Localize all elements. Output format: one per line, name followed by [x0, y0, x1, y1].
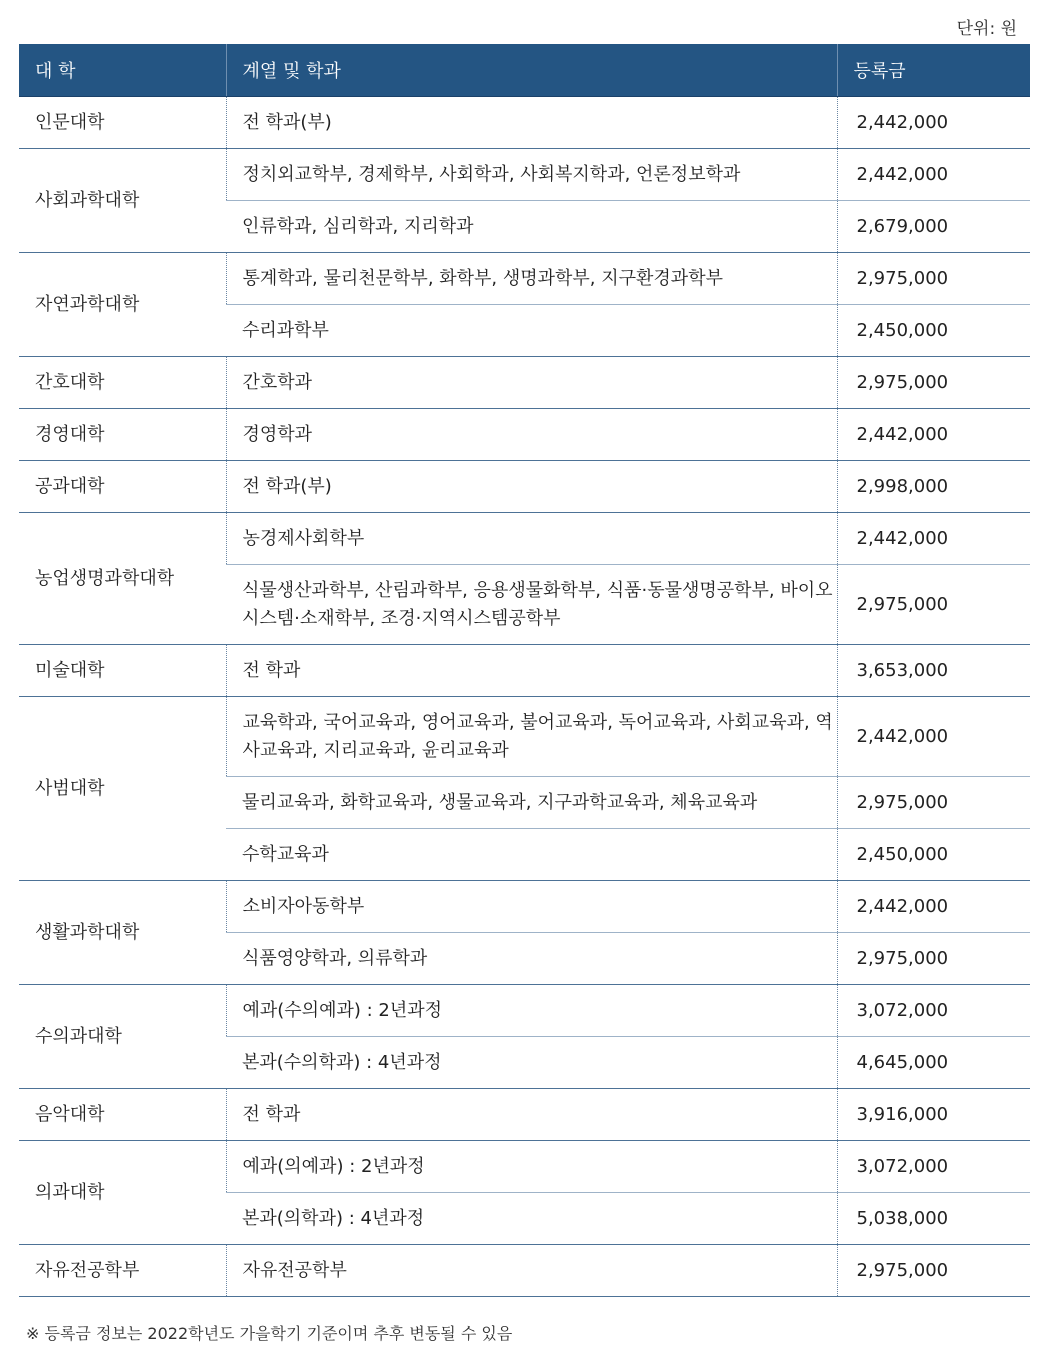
header-department: 계열 및 학과	[226, 44, 837, 97]
college-cell: 미술대학	[19, 645, 226, 697]
tuition-cell: 3,072,000	[837, 1141, 1030, 1193]
department-cell: 간호학과	[226, 357, 837, 409]
college-cell: 자연과학대학	[19, 253, 226, 357]
table-row	[19, 1245, 1030, 1297]
college-cell: 경영대학	[19, 409, 226, 461]
table-body	[19, 97, 1030, 1297]
department-cell: 인류학과, 심리학과, 지리학과	[226, 201, 837, 253]
college-cell: 공과대학	[19, 461, 226, 513]
tuition-cell: 2,442,000	[837, 409, 1030, 461]
tuition-cell: 2,679,000	[837, 201, 1030, 253]
tuition-cell: 2,442,000	[837, 513, 1030, 565]
footnote: ※ 등록금 정보는 2022학년도 가을학기 기준이며 추후 변동될 수 있음	[26, 1324, 513, 1343]
college-cell: 간호대학	[19, 357, 226, 409]
table-row	[19, 1141, 1030, 1193]
department-cell: 통계학과, 물리천문학부, 화학부, 생명과학부, 지구환경과학부	[226, 253, 837, 305]
tuition-cell: 2,975,000	[837, 357, 1030, 409]
header-college: 대 학	[19, 44, 226, 97]
tuition-cell: 2,442,000	[837, 97, 1030, 149]
tuition-table	[19, 44, 1030, 1297]
tuition-cell: 2,975,000	[837, 777, 1030, 829]
tuition-cell: 2,998,000	[837, 461, 1030, 513]
department-cell: 전 학과	[226, 645, 837, 697]
tuition-cell: 2,442,000	[837, 149, 1030, 201]
college-cell: 사범대학	[19, 697, 226, 881]
tuition-cell: 2,442,000	[837, 881, 1030, 933]
table-row	[19, 645, 1030, 697]
department-cell: 정치외교학부, 경제학부, 사회학과, 사회복지학과, 언론정보학과	[226, 149, 837, 201]
table-row	[19, 985, 1030, 1037]
tuition-cell: 2,450,000	[837, 829, 1030, 881]
tuition-cell: 2,975,000	[837, 253, 1030, 305]
department-cell: 수학교육과	[226, 829, 837, 881]
table-row	[19, 697, 1030, 777]
department-cell: 예과(의예과) : 2년과정	[226, 1141, 837, 1193]
department-cell: 교육학과, 국어교육과, 영어교육과, 불어교육과, 독어교육과, 사회교육과, 역사교육과, 지리교육과, 윤리교육과	[226, 697, 837, 777]
department-cell: 수리과학부	[226, 305, 837, 357]
table-row	[19, 97, 1030, 149]
tuition-cell: 2,975,000	[837, 1245, 1030, 1297]
tuition-cell: 2,450,000	[837, 305, 1030, 357]
college-cell: 수의과대학	[19, 985, 226, 1089]
tuition-cell: 4,645,000	[837, 1037, 1030, 1089]
table-row	[19, 1089, 1030, 1141]
department-cell: 본과(수의학과) : 4년과정	[226, 1037, 837, 1089]
department-cell: 전 학과(부)	[226, 97, 837, 149]
department-cell: 전 학과(부)	[226, 461, 837, 513]
department-cell: 예과(수의예과) : 2년과정	[226, 985, 837, 1037]
tuition-cell: 3,072,000	[837, 985, 1030, 1037]
tuition-cell: 5,038,000	[837, 1193, 1030, 1245]
department-cell: 농경제사회학부	[226, 513, 837, 565]
department-cell: 식물생산과학부, 산림과학부, 응용생물화학부, 식품·동물생명공학부, 바이오시스템·소재학부, 조경·지역시스템공학부	[226, 565, 837, 645]
table-header-row	[19, 44, 1030, 97]
college-cell: 의과대학	[19, 1141, 226, 1245]
table-row	[19, 357, 1030, 409]
department-cell: 본과(의학과) : 4년과정	[226, 1193, 837, 1245]
college-cell: 농업생명과학대학	[19, 513, 226, 645]
table-row	[19, 409, 1030, 461]
college-cell: 사회과학대학	[19, 149, 226, 253]
college-cell: 자유전공학부	[19, 1245, 226, 1297]
department-cell: 경영학과	[226, 409, 837, 461]
college-cell: 음악대학	[19, 1089, 226, 1141]
department-cell: 전 학과	[226, 1089, 837, 1141]
table-row	[19, 513, 1030, 565]
tuition-cell: 3,916,000	[837, 1089, 1030, 1141]
department-cell: 식품영양학과, 의류학과	[226, 933, 837, 985]
department-cell: 물리교육과, 화학교육과, 생물교육과, 지구과학교육과, 체육교육과	[226, 777, 837, 829]
tuition-cell: 2,442,000	[837, 697, 1030, 777]
table-row	[19, 881, 1030, 933]
table-row	[19, 461, 1030, 513]
table-row	[19, 253, 1030, 305]
department-cell: 소비자아동학부	[226, 881, 837, 933]
header-tuition: 등록금	[837, 44, 1030, 97]
tuition-cell: 2,975,000	[837, 565, 1030, 645]
college-cell: 인문대학	[19, 97, 226, 149]
unit-label: 단위: 원	[956, 19, 1017, 39]
table-row	[19, 149, 1030, 201]
department-cell: 자유전공학부	[226, 1245, 837, 1297]
college-cell: 생활과학대학	[19, 881, 226, 985]
tuition-cell: 3,653,000	[837, 645, 1030, 697]
tuition-cell: 2,975,000	[837, 933, 1030, 985]
